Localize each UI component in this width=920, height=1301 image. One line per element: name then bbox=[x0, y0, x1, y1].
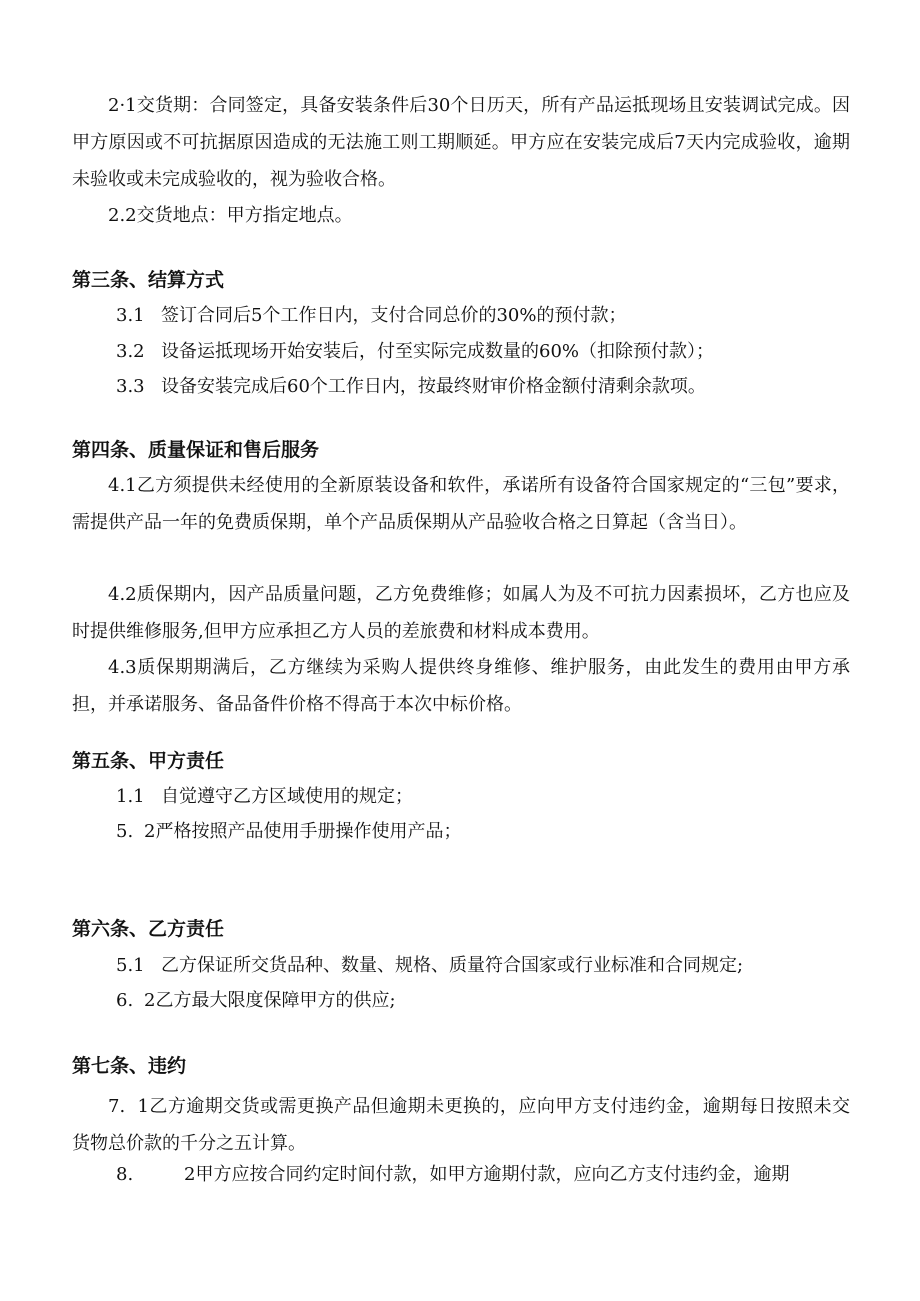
clause-7-1: 7. 1乙方逾期交货或需更换产品但逾期未更换的，应向甲方支付违约金，逾期每日按照未交货物总价款的千分之五计算。 bbox=[72, 1096, 850, 1154]
clause-5-2 bbox=[116, 817, 461, 847]
clause-number: 3.3 bbox=[116, 376, 145, 397]
clause-text: 乙方保证所交货品种、数量、规格、质量符合国家或行业标准和合同规定; bbox=[161, 955, 744, 976]
clause-text: 设备运抵现场开始安装后，付至实际完成数量的60%（扣除预付款）； bbox=[161, 341, 715, 362]
clause-5-1 bbox=[116, 782, 413, 812]
clause-7-2 bbox=[116, 1160, 789, 1190]
clause-3-2 bbox=[116, 337, 714, 367]
clause-number: 8. bbox=[116, 1164, 134, 1185]
clause-number: 3.2 bbox=[116, 341, 145, 362]
clause-6-1 bbox=[116, 951, 743, 981]
clause-number: 5. bbox=[116, 821, 134, 842]
clause-text: 2甲方应按合同约定时间付款，如甲方逾期付款，应向乙方支付违约金，逾期 bbox=[184, 1164, 790, 1185]
clause-3-1 bbox=[116, 301, 626, 331]
clause-text: 设备安装完成后60个工作日内，按最终财审价格金额付清剩余款项。 bbox=[161, 376, 706, 397]
clause-text: 自觉遵守乙方区域使用的规定； bbox=[161, 786, 413, 807]
section-3-heading: 第三条、结算方式 bbox=[72, 269, 225, 291]
clause-text: 2严格按照产品使用手册操作使用产品； bbox=[144, 821, 462, 842]
clause-number: 5.1 bbox=[116, 955, 145, 976]
clause-number: 1.1 bbox=[116, 786, 145, 807]
clause-3-3 bbox=[116, 372, 706, 402]
clause-text: 签订合同后5个工作日内，支付合同总价的30%的预付款； bbox=[161, 305, 627, 326]
clause-2-2-delivery-location: 2.2交货地点：甲方指定地点。 bbox=[108, 205, 353, 226]
clause-4-3: 4.3质保期期满后，乙方继续为采购人提供终身维修、维护服务，由此发生的费用由甲方承担，并承诺服务、备品备件价格不得高于本次中标价格。 bbox=[72, 657, 850, 715]
section-6-heading: 第六条、乙方责任 bbox=[72, 918, 225, 940]
section-5-heading: 第五条、甲方责任 bbox=[72, 750, 225, 772]
clause-number: 6. bbox=[116, 990, 134, 1011]
clause-text: 2乙方最大限度保障甲方的供应; bbox=[144, 990, 396, 1011]
clause-6-2 bbox=[116, 986, 396, 1016]
clause-number: 3.1 bbox=[116, 305, 145, 326]
clause-2-1-delivery-period: 2·1交货期：合同签定，具备安装条件后30个日历天，所有产品运抵现场且安装调试完成。因甲方原因或不可抗据原因造成的无法施工则工期顺延。甲方应在安装完成后7天内完成验收，逾期未验收或未完成验收的，视为验收合格。 bbox=[72, 95, 850, 190]
section-7-heading: 第七条、违约 bbox=[72, 1055, 187, 1077]
clause-4-2: 4.2质保期内，因产品质量问题，乙方免费维修；如属人为及不可抗力因素损坏，乙方也应及时提供维修服务,但甲方应承担乙方人员的差旅费和材料成本费用。 bbox=[72, 584, 850, 642]
clause-4-1: 4.1乙方须提供未经使用的全新原装设备和软件，承诺所有设备符合国家规定的“三包”要求，需提供产品一年的免费质保期，单个产品质保期从产品验收合格之日算起（含当日）。 bbox=[72, 475, 850, 533]
section-4-heading: 第四条、质量保证和售后服务 bbox=[72, 439, 320, 461]
